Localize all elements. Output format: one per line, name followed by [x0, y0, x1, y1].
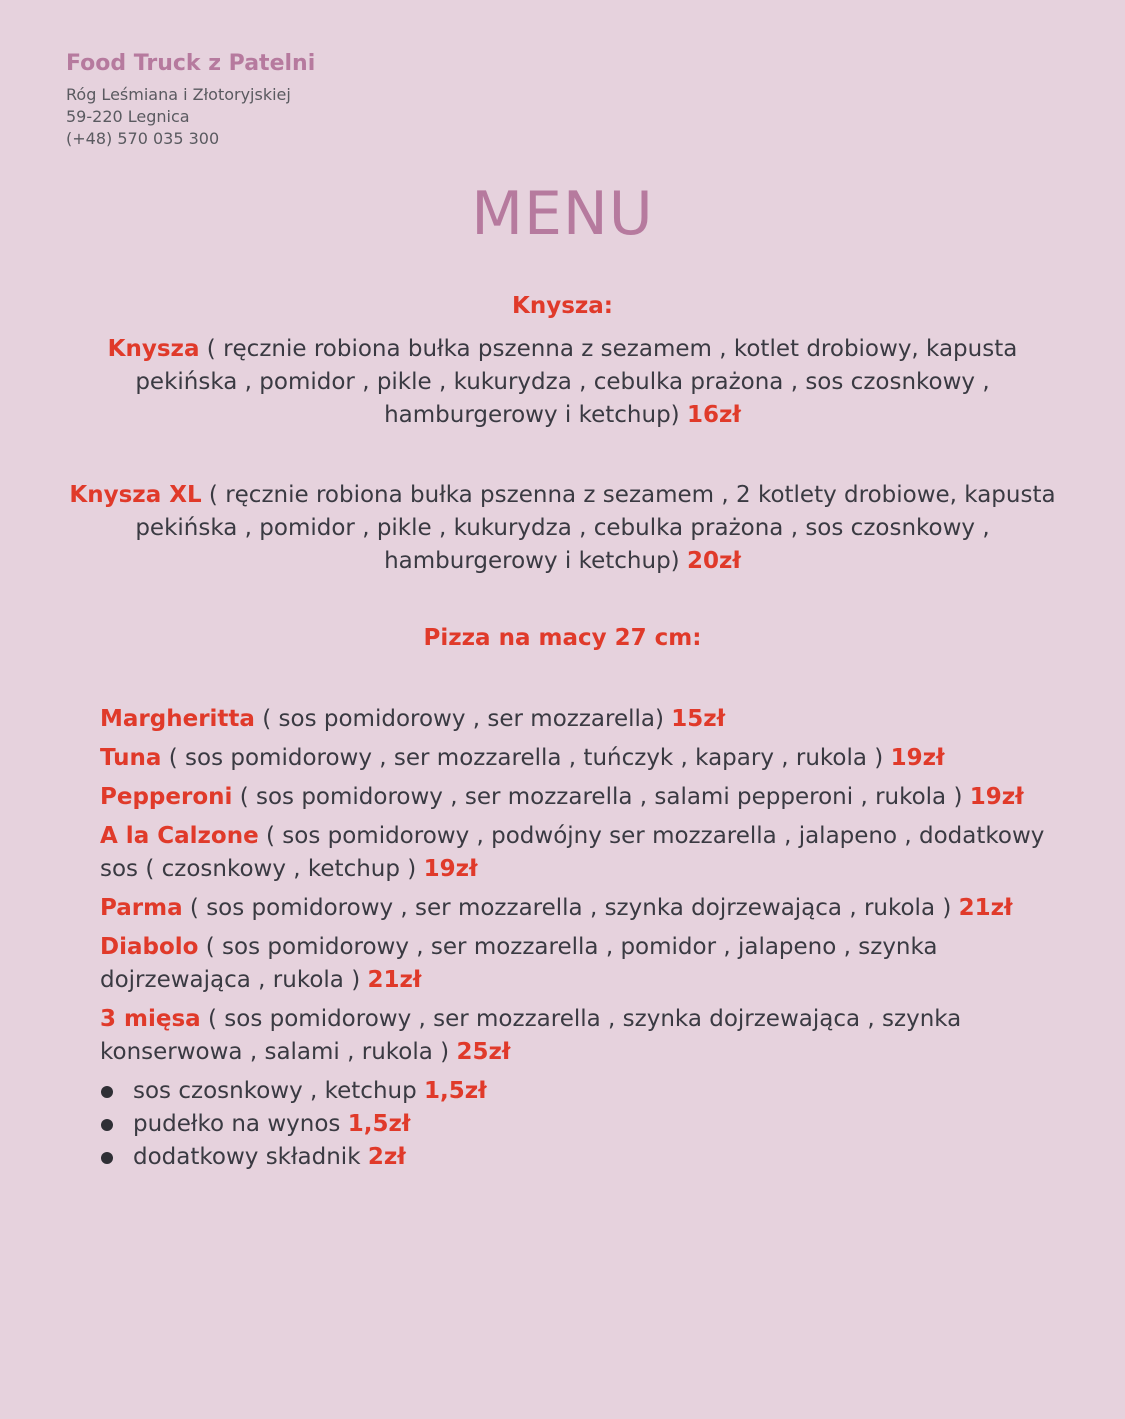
item-price: 15zł	[671, 706, 726, 732]
item-name: Diabolo	[100, 934, 199, 960]
item-description: ( ręcznie robiona bułka pszenna z sezamem , 2 kotlety drobiowe, kapusta pekińska , pomidor , pikle , kukurydza , cebulka prażona , sos czosnkowy , hamburgerowy i ketchup)	[135, 482, 1056, 574]
item-price: 20zł	[686, 548, 741, 574]
item-name: Knysza XL	[69, 482, 202, 508]
item-description: ( sos pomidorowy , ser mozzarella , pomidor , jalapeno , szynka dojrzewająca , rukola )	[100, 934, 938, 993]
item-description: ( sos pomidorowy , ser mozzarella , szynka dojrzewająca , szynka konserwowa , salami , rukola )	[100, 1006, 962, 1065]
menu-item-knysza-xl	[60, 479, 1065, 578]
business-header	[66, 50, 315, 150]
item-name: Knysza	[107, 336, 200, 362]
pizza-item-tuna	[100, 742, 1060, 775]
phone-number: (+48) 570 035 300	[66, 129, 220, 148]
extra-label: dodatkowy składnik	[133, 1144, 368, 1170]
item-price: 19zł	[423, 856, 478, 882]
knysza-section-heading: Knysza:	[512, 293, 613, 319]
menu-item-knysza	[60, 333, 1065, 432]
item-name: Margheritta	[100, 706, 255, 732]
pizza-item-3-miesa	[100, 1003, 1060, 1069]
pizza-item-margheritta	[100, 703, 1060, 736]
extra-price: 1,5zł	[424, 1078, 487, 1104]
pizza-item-pepperoni	[100, 781, 1060, 814]
item-name: Tuna	[100, 745, 162, 771]
extra-item-box	[100, 1108, 1060, 1141]
item-name: Parma	[100, 895, 183, 921]
item-price: 19zł	[969, 784, 1024, 810]
item-description: ( sos pomidorowy , ser mozzarella , tuńczyk , kapary , rukola )	[161, 745, 891, 771]
item-description: ( sos pomidorowy , ser mozzarella , salami pepperoni , rukola )	[232, 784, 970, 810]
bullet-icon	[101, 1119, 113, 1131]
business-name: Food Truck z Patelni	[66, 51, 316, 76]
item-price: 16zł	[686, 402, 741, 428]
item-description: ( sos pomidorowy , ser mozzarella)	[254, 706, 672, 732]
item-price: 25zł	[456, 1039, 511, 1065]
bullet-icon	[101, 1152, 113, 1164]
pizza-list	[100, 703, 1060, 1174]
extra-label: sos czosnkowy , ketchup	[133, 1078, 425, 1104]
item-name: Pepperoni	[100, 784, 233, 810]
extra-item-ingredient	[100, 1141, 1060, 1174]
item-name: 3 mięsa	[100, 1006, 201, 1032]
address-city: 59-220 Legnica	[66, 107, 190, 126]
extra-item-sauces	[100, 1075, 1060, 1108]
item-description: ( sos pomidorowy , podwójny ser mozzarella , jalapeno , dodatkowy sos ( czosnkowy , ketchup )	[100, 823, 1045, 882]
item-description: ( ręcznie robiona bułka pszenna z sezamem , kotlet drobiowy, kapusta pekińska , pomidor , pikle , kukurydza , cebulka prażona , sos czosnkowy , hamburgerowy i ketchup)	[135, 336, 1018, 428]
pizza-item-diabolo	[100, 931, 1060, 997]
pizza-item-a-la-calzone	[100, 820, 1060, 886]
item-description: ( sos pomidorowy , ser mozzarella , szynka dojrzewająca , rukola )	[182, 895, 959, 921]
address-street: Róg Leśmiana i Złotoryjskiej	[66, 85, 291, 104]
item-price: 21zł	[958, 895, 1013, 921]
extra-label: pudełko na wynos	[133, 1111, 348, 1137]
extra-price: 1,5zł	[347, 1111, 411, 1137]
item-price: 19zł	[890, 745, 945, 771]
pizza-section-heading: Pizza na macy 27 cm:	[423, 625, 702, 651]
pizza-item-parma	[100, 892, 1060, 925]
bullet-icon	[101, 1086, 113, 1098]
item-name: A la Calzone	[100, 823, 259, 849]
extra-price: 2zł	[367, 1144, 406, 1170]
item-price: 21zł	[367, 967, 422, 993]
menu-title: MENU	[471, 179, 654, 249]
extras-list	[100, 1075, 1060, 1174]
